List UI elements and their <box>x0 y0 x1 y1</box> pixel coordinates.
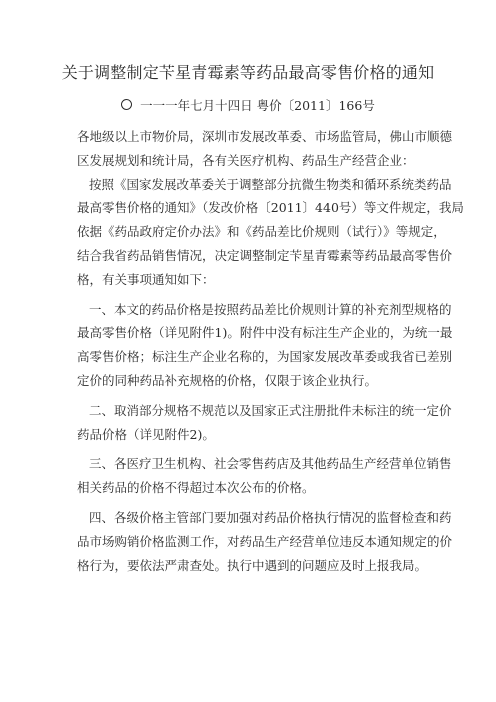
item-4-line: 四、各级价格主管部门要加强对药品价格执行情况的监督检查和药 <box>89 509 452 525</box>
item-4-line: 格行为，要依法严肃查处。执行中遇到的问题应及时上报我局。 <box>77 557 428 573</box>
item-1-line: 一、本文的药品价格是按照药品差比价规则计算的补充剂型规格的 <box>89 301 452 317</box>
intro-line: 按照《国家发展改革委关于调整部分抗微生物类和循环系统类药品 <box>89 176 452 192</box>
item-2-line: 二、取消部分规格不规范以及国家正式注册批件未标注的统一定价 <box>89 402 452 418</box>
document-number-line <box>40 96 456 114</box>
intro-line: 依据《药品政府定价办法》和《药品差比价规则（试行）》等规定， <box>77 224 446 240</box>
document-title: 关于调整制定苄星青霉素等药品最高零售价格的通知 <box>61 63 435 82</box>
item-1-line: 高零售价格；标注生产企业名称的，为国家发展改革委或我省已差别 <box>77 349 453 365</box>
item-3-line: 三、各医疗卫生机构、社会零售药店及其他药品生产经营单位销售 <box>89 456 452 472</box>
circle-icon <box>121 99 132 110</box>
item-4-line: 品市场购销价格监测工作，对药品生产经营单位违反本通知规定的价 <box>77 533 453 549</box>
intro-line: 最高零售价格的通知》（发改价格〔2011〕440号）等文件规定，我局 <box>77 200 464 216</box>
item-1-line: 最高零售价格（详见附件1)。附件中没有标注生产企业的，为统一最 <box>77 325 453 341</box>
addressee-line: 各地级以上市物价局，深圳市发展改革委、市场监管局，佛山市顺德 <box>77 129 453 144</box>
addressee-line: 区发展规划和统计局，各有关医疗机构、药品生产经营企业： <box>77 152 415 168</box>
intro-line: 结合我省药品销售情况，决定调整制定苄星青霉素等药品最高零售价 <box>77 247 453 263</box>
document-number-text: 一一一年七月十四日 粤价〔2011〕166号 <box>140 98 375 113</box>
item-3-line: 相关药品的价格不得超过本次公布的价格。 <box>77 480 315 496</box>
item-2-line: 药品价格（详见附件2)。 <box>77 426 215 442</box>
item-1-line: 定价的同种药品补充规格的价格，仅限于该企业执行。 <box>77 372 378 388</box>
intro-line: 格，有关事项通知如下： <box>77 271 215 287</box>
document-body <box>77 125 464 577</box>
